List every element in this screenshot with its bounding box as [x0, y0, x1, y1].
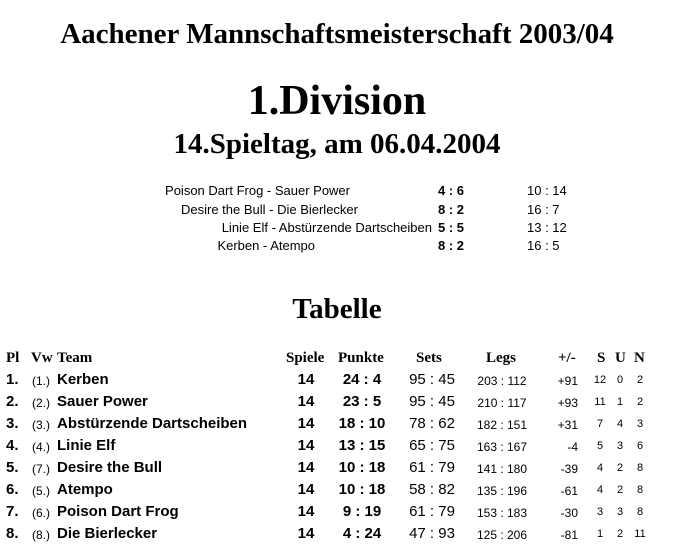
- cell-u: 2: [616, 484, 624, 496]
- cell-team: Linie Elf: [57, 437, 116, 454]
- cell-team: Abstürzende Dartscheiben: [57, 415, 248, 432]
- cell-pl: 8.: [6, 525, 19, 542]
- division-title: 1.Division: [247, 78, 427, 124]
- cell-punkte: 4 : 24: [342, 525, 382, 542]
- cell-legs: 203 : 112: [477, 374, 527, 388]
- cell-vw: (5.): [32, 484, 50, 498]
- cell-s: 5: [596, 440, 604, 452]
- cell-u: 2: [616, 462, 624, 474]
- cell-n: 8: [636, 462, 644, 474]
- cell-diff: -39: [560, 462, 578, 476]
- table-heading: Tabelle: [292, 293, 382, 325]
- cell-spiele: 14: [297, 525, 315, 542]
- cell-team: Desire the Bull: [57, 459, 163, 476]
- match-pairing: Kerben - Atempo: [217, 238, 315, 253]
- match-result: 8 : 2: [438, 202, 465, 217]
- cell-pl: 6.: [6, 481, 19, 498]
- col-sets: Sets: [416, 350, 442, 366]
- cell-s: 11: [594, 396, 606, 408]
- match-pairing: Linie Elf - Abstürzende Dartscheiben: [221, 220, 432, 235]
- match-legs: 10 : 14: [527, 183, 567, 198]
- cell-punkte: 9 : 19: [342, 503, 382, 520]
- cell-vw: (1.): [32, 374, 50, 388]
- cell-team: Sauer Power: [57, 393, 148, 410]
- cell-punkte: 10 : 18: [338, 481, 386, 498]
- cell-pl: 5.: [6, 459, 19, 476]
- match-row: [0, 183, 674, 201]
- cell-spiele: 14: [297, 481, 315, 498]
- cell-diff: -61: [560, 484, 578, 498]
- match-legs: 16 : 5: [527, 238, 560, 253]
- match-result: 8 : 2: [438, 238, 465, 253]
- table-row: [0, 481, 674, 503]
- cell-s: 4: [596, 462, 604, 474]
- cell-diff: -81: [560, 528, 578, 542]
- cell-spiele: 14: [297, 437, 315, 454]
- cell-spiele: 14: [297, 459, 315, 476]
- table-row: [0, 437, 674, 459]
- cell-u: 3: [616, 506, 624, 518]
- cell-diff: +31: [557, 418, 578, 432]
- table-row: [0, 459, 674, 481]
- cell-legs: 163 : 167: [476, 440, 528, 454]
- cell-u: 1: [616, 396, 624, 408]
- cell-u: 2: [616, 528, 624, 540]
- cell-spiele: 14: [297, 393, 315, 410]
- cell-team: Atempo: [57, 481, 113, 498]
- cell-vw: (4.): [32, 440, 50, 454]
- cell-pl: 1.: [6, 371, 19, 388]
- cell-punkte: 18 : 10: [338, 415, 386, 432]
- cell-n: 8: [636, 506, 644, 518]
- cell-legs: 141 : 180: [476, 462, 528, 476]
- cell-punkte: 10 : 18: [338, 459, 386, 476]
- cell-n: 6: [636, 440, 644, 452]
- cell-u: 3: [616, 440, 624, 452]
- cell-diff: -30: [560, 506, 578, 520]
- cell-vw: (8.): [32, 528, 50, 542]
- cell-sets: 95 : 45: [409, 371, 455, 388]
- match-result: 5 : 5: [438, 220, 465, 235]
- cell-s: 1: [596, 528, 604, 540]
- cell-n: 2: [636, 396, 644, 408]
- col-punkte: Punkte: [338, 350, 384, 366]
- cell-pl: 7.: [6, 503, 19, 520]
- cell-sets: 47 : 93: [409, 525, 455, 542]
- table-row: [0, 371, 674, 393]
- match-legs: 16 : 7: [527, 202, 560, 217]
- cell-diff: +91: [557, 374, 578, 388]
- cell-pl: 3.: [6, 415, 19, 432]
- table-row: [0, 503, 674, 525]
- page-title: Aachener Mannschaftsmeisterschaft 2003/04: [60, 18, 614, 50]
- cell-legs: 210 : 117: [477, 396, 527, 410]
- cell-u: 0: [616, 374, 624, 386]
- cell-sets: 65 : 75: [409, 437, 455, 454]
- col-team: Team: [57, 350, 93, 366]
- match-row: [0, 202, 674, 220]
- col-n: N: [634, 350, 645, 366]
- table-row: [0, 393, 674, 415]
- cell-pl: 4.: [6, 437, 19, 454]
- col-u: U: [615, 350, 626, 366]
- cell-pl: 2.: [6, 393, 19, 410]
- table-row: [0, 415, 674, 437]
- cell-sets: 78 : 62: [409, 415, 455, 432]
- cell-s: 7: [596, 418, 604, 430]
- cell-spiele: 14: [297, 371, 315, 388]
- col-pl: Pl: [6, 350, 20, 366]
- cell-sets: 58 : 82: [409, 481, 455, 498]
- match-legs: 13 : 12: [527, 220, 567, 235]
- match-result: 4 : 6: [438, 183, 465, 198]
- cell-n: 3: [636, 418, 644, 430]
- cell-team: Kerben: [57, 371, 109, 388]
- match-pairing: Poison Dart Frog - Sauer Power: [165, 183, 350, 198]
- cell-vw: (3.): [32, 418, 50, 432]
- matchday-title: 14.Spieltag, am 06.04.2004: [173, 128, 501, 160]
- cell-s: 12: [593, 374, 607, 386]
- table-row: [0, 525, 674, 547]
- cell-u: 4: [616, 418, 624, 430]
- cell-diff: -4: [567, 440, 578, 454]
- cell-legs: 135 : 196: [476, 484, 528, 498]
- cell-n: 2: [636, 374, 644, 386]
- cell-n: 8: [636, 484, 644, 496]
- cell-s: 4: [596, 484, 604, 496]
- cell-legs: 182 : 151: [476, 418, 528, 432]
- col-s: S: [597, 350, 606, 366]
- col-spiele: Spiele: [286, 350, 325, 366]
- cell-vw: (2.): [32, 396, 50, 410]
- cell-punkte: 23 : 5: [342, 393, 382, 410]
- match-row: [0, 238, 674, 256]
- cell-vw: (7.): [32, 462, 50, 476]
- cell-legs: 153 : 183: [476, 506, 528, 520]
- match-pairing: Desire the Bull - Die Bierlecker: [180, 202, 358, 217]
- cell-spiele: 14: [297, 415, 315, 432]
- cell-team: Die Bierlecker: [57, 525, 158, 542]
- match-row: [0, 220, 674, 238]
- cell-vw: (6.): [32, 506, 50, 520]
- cell-punkte: 24 : 4: [342, 371, 382, 388]
- cell-sets: 61 : 79: [409, 459, 455, 476]
- col-vw: Vw: [31, 350, 53, 366]
- cell-s: 3: [596, 506, 604, 518]
- cell-legs: 125 : 206: [476, 528, 528, 542]
- cell-n: 11: [634, 528, 646, 540]
- cell-sets: 95 : 45: [409, 393, 455, 410]
- col-legs: Legs: [486, 350, 516, 366]
- col-diff: +/-: [558, 350, 576, 366]
- cell-sets: 61 : 79: [409, 503, 455, 520]
- cell-spiele: 14: [297, 503, 315, 520]
- cell-punkte: 13 : 15: [338, 437, 386, 454]
- cell-team: Poison Dart Frog: [57, 503, 179, 520]
- cell-diff: +93: [557, 396, 578, 410]
